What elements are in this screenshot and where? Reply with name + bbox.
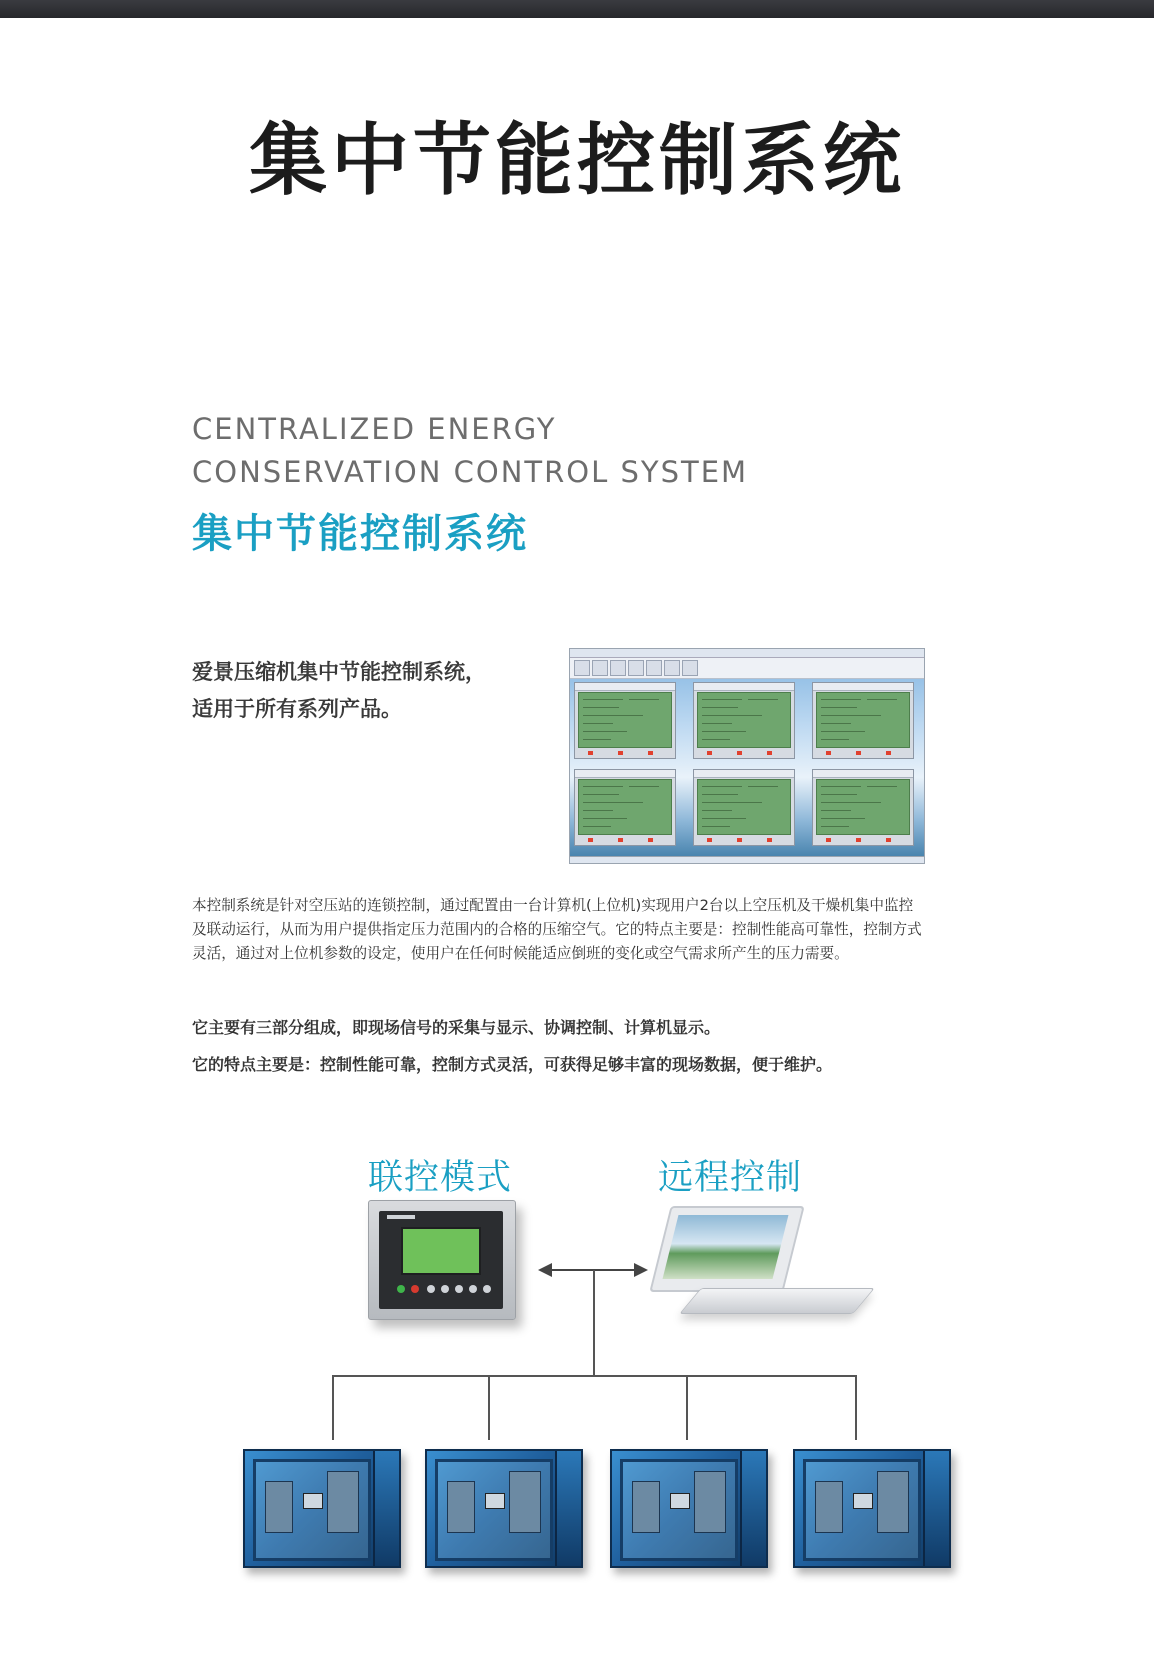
compressor-panel: [574, 682, 676, 759]
air-compressor-image: [793, 1449, 951, 1568]
compressor-panel: [693, 682, 795, 759]
toolbar-icon: [628, 660, 644, 676]
toolbar-icon: [664, 660, 680, 676]
air-compressor-image: [610, 1449, 768, 1568]
toolbar-icon: [682, 660, 698, 676]
laptop-image: [649, 1206, 804, 1292]
connection-line: [488, 1375, 490, 1440]
air-compressor-image: [425, 1449, 583, 1568]
features-line: 它的特点主要是：控制性能可靠，控制方式灵活，可获得足够丰富的现场数据，便于维护。: [192, 1055, 833, 1074]
connection-line: [332, 1375, 334, 1440]
window-toolbar: [570, 658, 924, 679]
laptop-screen: [663, 1215, 789, 1279]
laptop-keyboard: [679, 1288, 875, 1314]
software-screenshot: [569, 648, 925, 864]
english-title-line-2: CONSERVATION CONTROL SYSTEM: [192, 455, 749, 489]
toolbar-icon: [592, 660, 608, 676]
compressor-panel: [812, 682, 914, 759]
compressor-panel: [812, 769, 914, 846]
toolbar-icon: [610, 660, 626, 676]
window-statusbar: [570, 856, 924, 863]
controller-device-image: [368, 1200, 516, 1320]
section-title: 集中节能控制系统: [192, 511, 528, 557]
air-compressor-image: [243, 1449, 401, 1568]
intro-line-2: 适用于所有系列产品。: [192, 697, 402, 721]
intro-line-1: 爱景压缩机集中节能控制系统，: [192, 660, 486, 684]
window-titlebar: [570, 649, 924, 658]
linked-mode-label: 联控模式: [368, 1158, 513, 1198]
compressor-panel: [574, 769, 676, 846]
toolbar-icon: [646, 660, 662, 676]
english-title-line-1: CENTRALIZED ENERGY: [192, 412, 557, 446]
connection-line: [855, 1375, 857, 1440]
connection-line: [686, 1375, 688, 1440]
controller-screen: [401, 1227, 481, 1275]
page-title: 集中节能控制系统: [248, 116, 905, 206]
compressor-panel: [693, 769, 795, 846]
connection-line: [593, 1270, 595, 1376]
connection-line: [332, 1375, 856, 1377]
description-paragraph: 本控制系统是针对空压站的连锁控制，通过配置由一台计算机(上位机)实现用户2台以上空压机及干燥机集中监控及联动运行，从而为用户提供指定压力范围内的合格的压缩空气。它的特点主要是：控制性能高可靠性，控制方式灵活，通过对上位机参数的设定，使用户在任何时候能适应倒班的变化或空气需求所产生的压力需要。: [192, 897, 922, 962]
top-bar: [0, 0, 1154, 18]
toolbar-icon: [574, 660, 590, 676]
remote-control-label: 远程控制: [658, 1158, 803, 1198]
arrow-right-icon: [634, 1263, 648, 1277]
components-line: 它主要有三部分组成，即现场信号的采集与显示、协调控制、计算机显示。: [192, 1018, 721, 1037]
